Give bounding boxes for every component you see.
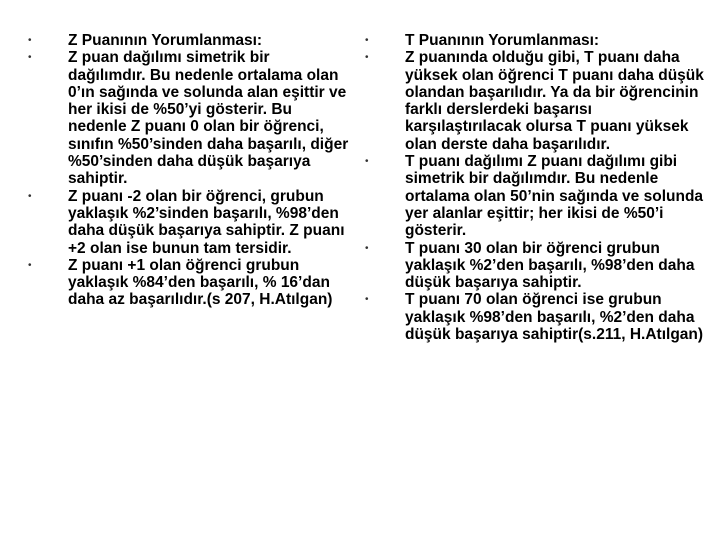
list-item-t-seventy	[365, 291, 710, 343]
bullet-icon: •	[365, 156, 369, 168]
t-comparison-text: Z puanında olduğu gibi, T puanı daha yüksek olan öğrenci T puanı daha düşük olandan başarılıdır. Ya da bir öğrencinin farklı derslerdeki başarısı karşılaştırılacak olursa T puanı yüksek olan derste daha başarılıdır.	[405, 49, 704, 153]
t-heading-text: T Puanının Yorumlanması:	[405, 32, 600, 49]
list-item-t-distribution	[365, 153, 710, 239]
bullet-icon: •	[365, 35, 369, 46]
list-item-z-minus-two	[28, 188, 350, 257]
list-item-z-distribution	[28, 49, 350, 187]
list-item-z-plus-one	[28, 257, 350, 309]
list-item-z-heading	[28, 32, 350, 49]
t-score-list	[365, 32, 710, 343]
z-score-list	[28, 32, 350, 309]
bullet-icon: •	[365, 242, 369, 254]
t-thirty-text: T puanı 30 olan bir öğrenci grubun yaklaşık %2’den başarılı, %98’den daha düşük başarıya sahiptir.	[405, 239, 695, 292]
z-heading-text: Z Puanının Yorumlanması:	[68, 32, 263, 49]
right-column	[365, 32, 710, 343]
left-column	[28, 32, 350, 309]
z-plus-one-text: Z puanı +1 olan öğrenci grubun yaklaşık %84’den başarılı, % 16’dan daha az başarılıdır.(s 207, H.Atılgan)	[68, 256, 333, 309]
bullet-icon: •	[365, 294, 369, 306]
t-seventy-text: T puanı 70 olan öğrenci ise grubun yaklaşık %98’den başarılı, %2’den daha düşük başarıya sahiptir(s.211, H.Atılgan)	[405, 291, 704, 344]
list-item-t-heading	[365, 32, 710, 49]
bullet-icon: •	[365, 52, 369, 64]
list-item-t-thirty	[365, 240, 710, 292]
t-distribution-text: T puanı dağılımı Z puanı dağılımı gibi simetrik bir dağılımdır. Bu nedenle ortalama olan 50’nin sağında ve solunda yer alanlar eşittir; her ikisi de %50’i gösterir.	[405, 153, 704, 240]
z-distribution-text: Z puan dağılımı simetrik bir dağılımdır. Bu nedenle ortalama olan 0’ın sağında ve solunda alan eşittir ve her ikisi de %50’yi gösterir. Bu nedenle Z puanı 0 olan bir öğrenci, sınıfın %50’sinden daha başarılı, diğer %50’sinden daha düşük başarıya sahiptir.	[68, 49, 349, 188]
bullet-icon: •	[28, 190, 32, 202]
list-item-t-comparison	[365, 49, 710, 153]
bullet-icon: •	[28, 52, 32, 64]
bullet-icon: •	[28, 259, 32, 271]
z-minus-two-text: Z puanı -2 olan bir öğrenci, grubun yaklaşık %2’sinden başarılı, %98’den daha düşük başarıya sahiptir. Z puanı +2 olan ise bunun tam tersidir.	[68, 187, 345, 257]
bullet-icon: •	[28, 35, 32, 46]
